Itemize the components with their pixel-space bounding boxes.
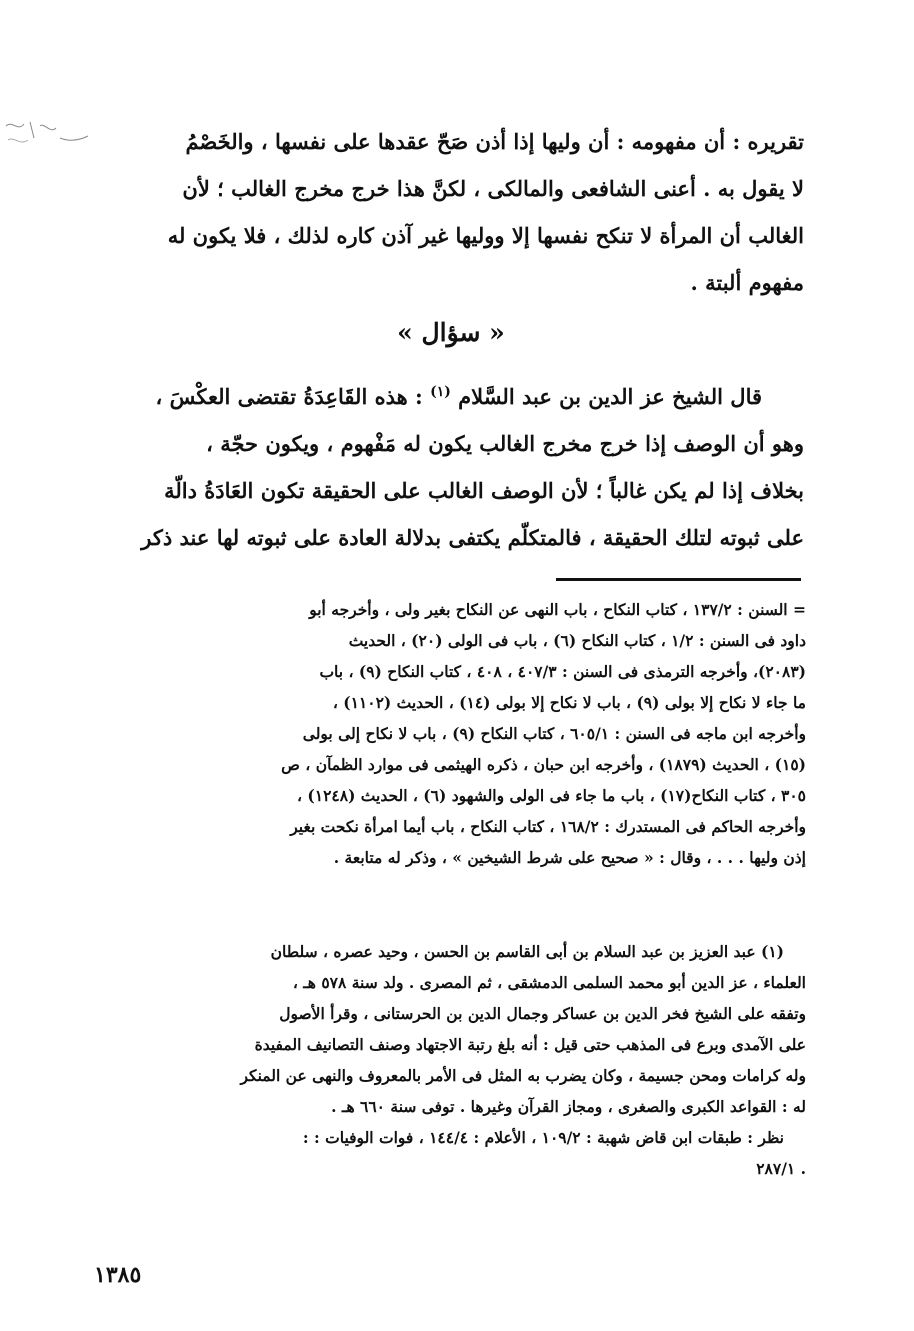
footnote-cont-line-2: داود فى السنن : ١/٢ ، كتاب النكاح (٦) ، باب فى الولى (٢٠) ، الحديث <box>348 631 806 650</box>
footnote-cont-line-1: = السنن : ١٣٧/٢ ، كتاب النكاح ، باب النهى عن النكاح بغير ولى ، وأخرجه أبو <box>309 600 806 619</box>
footnote-continuation <box>108 594 806 873</box>
footnote-cont-line-7: ٣٠٥ ، كتاب النكاح(١٧) ، باب ما جاء فى الولى والشهود (٦) ، الحديث (١٢٤٨) ، <box>297 786 806 805</box>
footnote-1-line-5: وله كرامات ومحن جسيمة ، وكان يضرب به المثل فى الأمر بالمعروف والنهى عن المنكر <box>240 1066 806 1085</box>
footnote-1-line-2: العلماء ، عز الدين أبو محمد السلمى الدمشقى ، ثم المصرى . ولد سنة ٥٧٨ هـ ، <box>292 973 806 992</box>
footnote-1-line-3: وتفقه على الشيخ فخر الدين بن عساكر وجمال الدين بن الحرستانى ، وقرأ الأصول <box>279 1004 806 1023</box>
footnote-reference-1[interactable]: (١) <box>430 384 451 400</box>
question-line-3: بخلاف إذا لم يكن غالباً ؛ لأن الوصف الغالب على الحقيقة تكون العَادَةُ دالّة <box>164 478 804 503</box>
footnote-1-line-7: نظر : طبقات ابن قاض شهبة : ١٠٩/٢ ، الأعلام : ١٤٤/٤ ، فوات الوفيات : : <box>302 1128 784 1147</box>
question-paragraph <box>98 369 804 561</box>
footnote-cont-line-8: وأخرجه الحاكم فى المستدرك : ١٦٨/٢ ، كتاب النكاح ، باب أيما امرأة نكحت بغير <box>290 817 806 836</box>
question-line-2: وهو أن الوصف إذا خرج مخرج الغالب يكون له مَفْهوم ، ويكون حجّة ، <box>206 431 804 456</box>
intro-line-3: الغالب أن المرأة لا تنكح نفسها إلا ووليها غير آذن كاره لذلك ، فلا يكون له <box>167 223 804 248</box>
question-line-1-end: : هذه القَاعِدَةُ تقتضى العكْسَ ، <box>155 384 423 409</box>
footnote-divider <box>556 578 801 581</box>
footnote-1-line-8: . ٢٨٧/١ <box>756 1159 806 1178</box>
footnote-1 <box>108 936 806 1184</box>
footnote-cont-line-3: (٢٠٨٣)، وأخرجه الترمذى فى السنن : ٤٠٧/٣ ، ٤٠٨ ، كتاب النكاح (٩) ، باب <box>319 662 806 681</box>
footnote-1-line-1: (١) عبد العزيز بن عبد السلام بن أبى القاسم بن الحسن ، وحيد عصره ، سلطان <box>270 942 784 961</box>
footnote-cont-line-4: ما جاء لا نكاح إلا بولى (٩) ، باب لا نكاح إلا بولى (١٤) ، الحديث (١١٠٢) ، <box>332 693 806 712</box>
section-heading: « سؤال » <box>397 318 505 347</box>
intro-line-1: تقريره : أن مفهومه : أن وليها إذا أذن صَحّ عقدها على نفسها ، والخَصْمُ <box>185 129 804 154</box>
footnote-cont-line-6: (١٥) ، الحديث (١٨٧٩) ، وأخرجه ابن حبان ، ذكره الهيثمى فى موارد الظمآن ، ص <box>281 755 806 774</box>
footnote-cont-line-9: إذن وليها . . . ، وقال : « صحيح على شرط الشيخين » ، وذكر له متابعة . <box>333 848 806 867</box>
page-number: ١٣٨٥ <box>94 1262 142 1288</box>
footnote-1-line-6: له : القواعد الكبرى والصغرى ، ومجاز القرآن وغيرها . توفى سنة ٦٦٠ هـ . <box>331 1097 806 1116</box>
footnote-cont-line-5: وأخرجه ابن ماجه فى السنن : ٦٠٥/١ ، كتاب النكاح (٩) ، باب لا نكاح إلى بولى <box>302 724 806 743</box>
footnote-1-line-4: على الآمدى وبرع فى المذهب حتى قيل : أنه بلغ رتبة الاجتهاد وصنف التصانيف المفيدة <box>254 1035 806 1054</box>
margin-scribble-mark <box>0 112 90 162</box>
question-line-4: على ثبوته لتلك الحقيقة ، فالمتكلّم يكتفى بدلالة العادة على ثبوته لها عند ذكر <box>141 525 804 550</box>
question-line-1-start: قال الشيخ عز الدين بن عبد السَّلام <box>458 384 762 409</box>
intro-paragraph <box>98 118 804 306</box>
intro-line-4: مفهوم ألبتة . <box>690 270 804 295</box>
intro-line-2: لا يقول به . أعنى الشافعى والمالكى ، لكنَّ هذا خرج مخرج الغالب ؛ لأن <box>182 176 804 201</box>
question-line-1 <box>98 369 804 420</box>
